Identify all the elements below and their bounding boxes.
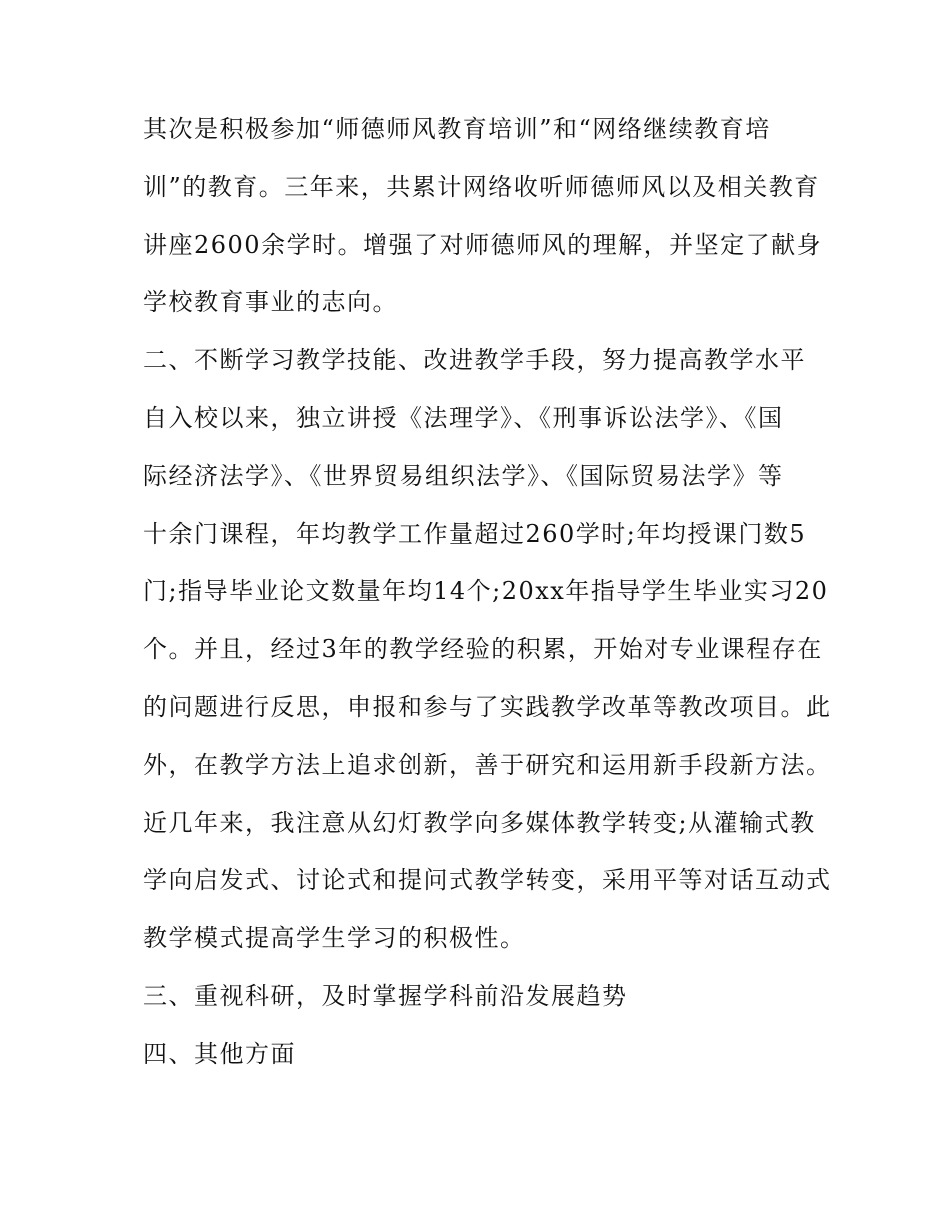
document-body [143,101,832,1084]
text-line: 学向启发式、讨论式和提问式教学转变，采用平等对话互动式 [143,866,832,895]
text-line: 教学模式提高学生学习的积极性。 [143,924,526,953]
section-heading-3: 三、重视科研，及时掌握学科前沿发展趋势 [143,981,628,1010]
text-line: 训”的教育。三年来，共累计网络收听师德师风以及相关教育 [143,172,820,201]
text-line: 外，在教学方法上追求创新，善于研究和运用新手段新方法。 [143,750,832,779]
text-line: 自入校以来，独立讲授《法理学》、《刑事诉讼法学》、《国 [143,403,784,432]
text-line: 门;指导毕业论文数量年均14个;20xx年指导学生毕业实习20 [143,577,829,606]
text-line: 的问题进行反思，申报和参与了实践教学改革等教改项目。此 [143,692,832,721]
section-heading-2: 二、不断学习教学技能、改进教学手段，努力提高教学水平 [143,346,806,375]
section-heading-4: 四、其他方面 [143,1039,296,1068]
text-line: 学校教育事业的志向。 [143,288,398,317]
text-line: 际经济法学》、《世界贸易组织法学》、《国际贸易法学》等 [143,461,784,490]
text-line: 十余门课程，年均教学工作量超过260学时;年均授课门数5 [143,519,807,548]
text-line: 个。并且，经过3年的教学经验的积累，开始对专业课程存在 [143,635,823,664]
text-line: 其次是积极参加“师德师风教育培训”和“网络继续教育培 [143,115,771,143]
text-line: 讲座2600余学时。增强了对师德师风的理解，并坚定了献身 [143,230,823,259]
text-line: 近几年来，我注意从幻灯教学向多媒体教学转变;从灌输式教 [143,808,816,837]
